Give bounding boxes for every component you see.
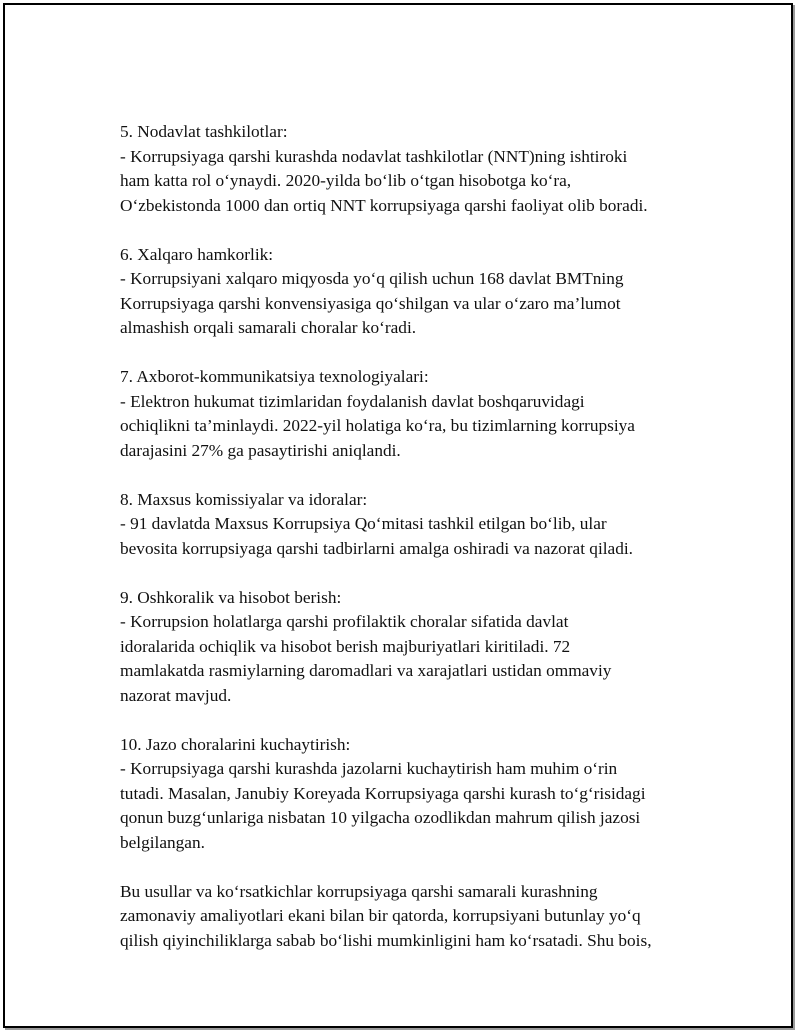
- section-heading: 9. Oshkoralik va hisobot berish:: [120, 587, 342, 607]
- section-body: - Korrupsiyaga qarshi kurashda nodavlat tashkilotlar (NNT)ning ishtiroki ham katta rol o‘ynaydi. 2020-yilda bo‘lib o‘tgan hisobotga ko‘ra, O‘zbekistonda 1000 dan ortiq NNT korrupsiyaga qarshi faoliyat olib boradi.: [120, 146, 648, 215]
- section-international-cooperation: [120, 243, 700, 341]
- section-heading: 10. Jazo choralarini kuchaytirish:: [120, 734, 351, 754]
- closing-paragraph: Bu usullar va ko‘rsatkichlar korrupsiyaga qarshi samarali kurashning zamonaviy amaliyotlari ekani bilan bir qatorda, korrupsiyani butunlay yo‘q qilish qiyinchiliklarga sabab bo‘lishi mumkinligini ham ko‘rsatadi. Shu bois,: [120, 881, 652, 950]
- section-body: - 91 davlatda Maxsus Korrupsiya Qo‘mitasi tashkil etilgan bo‘lib, ular bevosita korrupsiyaga qarshi tadbirlarni amalga oshiradi va nazorat qiladi.: [120, 514, 633, 558]
- section-body: - Korrupsiyani xalqaro miqyosda yo‘q qilish uchun 168 davlat BMTning Korrupsiyaga qarshi konvensiyasiga qo‘shilgan va ular o‘zaro ma’lumot almashish orqali samarali choralar ko‘radi.: [120, 269, 624, 337]
- document-page: [3, 3, 793, 1028]
- section-ngo: [120, 120, 700, 218]
- section-heading: 8. Maxsus komissiyalar va idoralar:: [120, 489, 368, 509]
- section-body: - Korrupsiyaga qarshi kurashda jazolarni kuchaytirish ham muhim o‘rin tutadi. Masalan, Janubiy Koreyada Korrupsiyaga qarshi kurash to‘g‘risidagi qonun buzg‘unlariga nisbatan 10 yilgacha ozodlikdan mahrum qilish jazosi belgilangan.: [120, 759, 646, 852]
- document-content: [120, 120, 700, 953]
- section-heading: 7. Axborot-kommunikatsiya texnologiyalari:: [120, 367, 429, 386]
- section-strengthening-penalties: [120, 733, 700, 856]
- section-body: - Elektron hukumat tizimlaridan foydalanish davlat boshqaruvidagi ochiqlikni ta’minlaydi. 2022-yil holatiga ko‘ra, bu tizimlarning korrupsiya darajasini 27% ga pasaytirishi aniqlandi.: [120, 391, 635, 460]
- section-transparency-reporting: [120, 586, 700, 709]
- section-body: - Korrupsion holatlarga qarshi profilaktik choralar sifatida davlat idoralarida ochiqlik va hisobot berish majburiyatlari kiritiladi. 72 mamlakatda rasmiylarning daromadlari va xarajatlari ustidan ommaviy nazorat mavjud.: [120, 612, 612, 705]
- section-heading: 5. Nodavlat tashkilotlar:: [120, 122, 288, 141]
- section-ict: [120, 365, 700, 463]
- section-heading: 6. Xalqaro hamkorlik:: [120, 244, 274, 264]
- section-special-commissions: [120, 488, 700, 562]
